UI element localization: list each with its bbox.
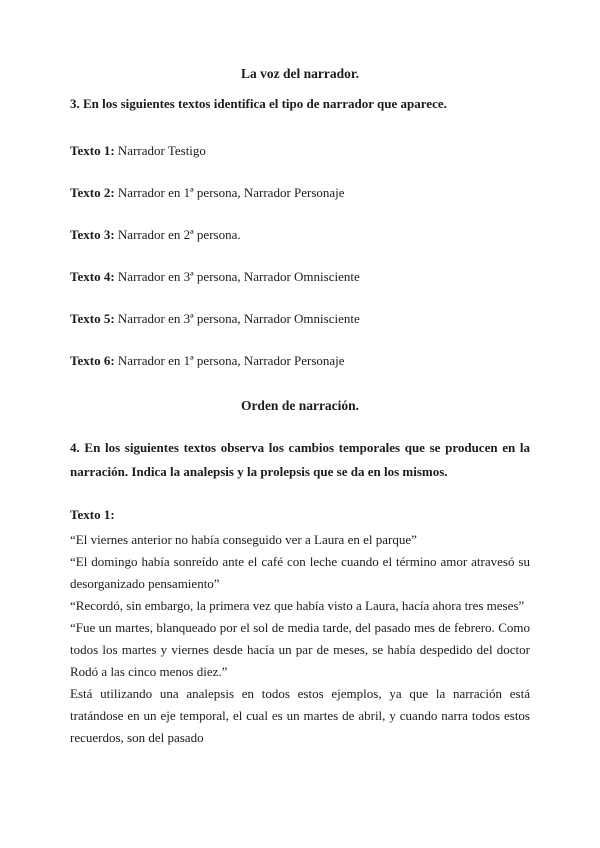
question-3: 3. En los siguientes textos identifica el tipo de narrador que aparece. [70,96,447,111]
answer-row-texto-3 [70,227,530,242]
answer-value: Narrador en 1ª persona, Narrador Personaje [117,185,345,200]
answer-value: Narrador Testigo [117,143,206,158]
quote-1: “El viernes anterior no había conseguido ver a Laura en el parque” [70,532,417,547]
answer-value: Narrador en 3ª persona, Narrador Omnisciente [117,311,360,326]
quote-4: “Fue un martes, blanqueado por el sol de media tarde, del pasado mes de febrero. Como todos los martes y viernes desde hacía un par de meses, se había despedido del doctor Rodó a las cinco menos diez.” [70,620,530,679]
section-title-narrator-voice: La voz del narrador. [241,66,359,81]
texto-1-heading: Texto 1: [70,507,115,522]
answer-row-texto-1 [70,143,530,158]
answer-row-texto-5 [70,311,530,326]
answer-label: Texto 2: [70,185,115,200]
answer-row-texto-6 [70,353,530,368]
quote-2: “El domingo había sonreído ante el café con leche cuando el término amor atravesó su desorganizado pensamiento” [70,554,530,591]
answer-value: Narrador en 3ª persona, Narrador Omnisciente [117,269,360,284]
answer-label: Texto 5: [70,311,115,326]
answer-row-texto-4 [70,269,530,284]
conclusion-paragraph: Está utilizando una analepsis en todos estos ejemplos, ya que la narración está tratándose en un eje temporal, el cual es un martes de abril, y cuando narra todos estos recuerdos, son del pasado [70,686,530,745]
section-title-narration-order: Orden de narración. [240,398,360,413]
question-4: 4. En los siguientes textos observa los cambios temporales que se producen en la narración. Indica la analepsis y la prolepsis que se da en los mismos. [70,440,530,479]
answer-label: Texto 1: [70,143,115,158]
answer-label: Texto 6: [70,353,115,368]
answer-value: Narrador en 2ª persona. [117,227,241,242]
quote-3: “Recordó, sin embargo, la primera vez que había visto a Laura, hacía ahora tres meses” [70,598,525,613]
answer-value: Narrador en 1ª persona, Narrador Personaje [117,353,345,368]
answer-row-texto-2 [70,185,530,200]
answer-label: Texto 4: [70,269,115,284]
answer-label: Texto 3: [70,227,115,242]
